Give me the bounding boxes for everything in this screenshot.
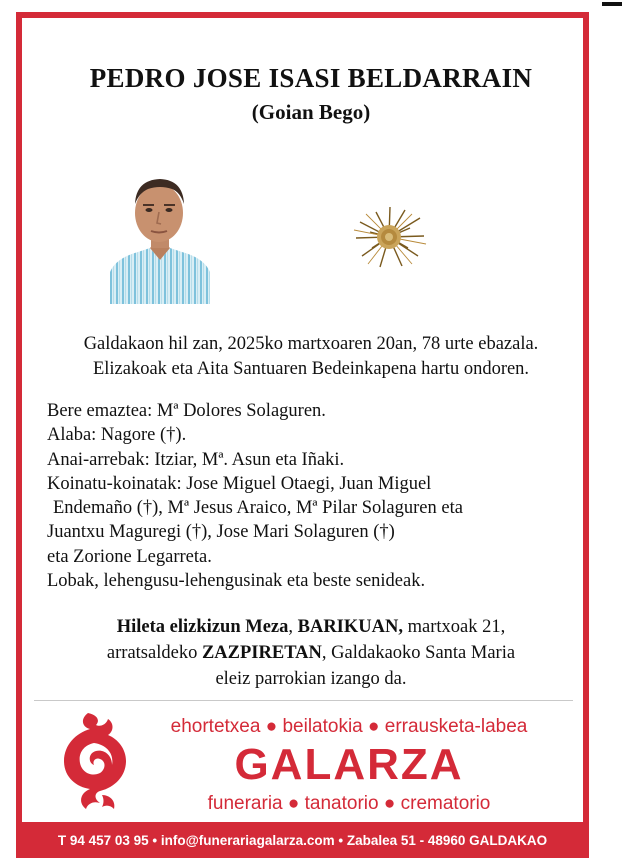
funeral-time-prefix: arratsaldeko [106, 643, 202, 663]
galarza-logo-icon [58, 709, 132, 813]
funeral-line-3: eleiz parrokian izango da. [215, 669, 407, 689]
funeral-line-2 [22, 640, 600, 666]
death-line-2: Elizakoak eta Aita Santuaren Bedeinkapena hartu ondoren. [92, 359, 530, 379]
funeral-mass-label: Hileta elizkizun Meza [116, 617, 289, 637]
contact-footer [16, 822, 589, 858]
funeral-separator: , [288, 617, 298, 637]
relatives-line: Bere emaztea: Mª Dolores Solaguren. [47, 401, 326, 421]
death-info [22, 332, 600, 382]
relatives-line: Koinatu-koinatak: Jose Miguel Otaegi, Juan Miguel [47, 473, 432, 494]
death-line-1: Galdakaon hil zan, 2025ko martxoaren 20an, 78 urte ebazala. [83, 334, 539, 354]
relatives-line: Lobak, lehengusu-lehengusinak eta beste senideak. [47, 571, 426, 592]
relatives-line: Juantxu Maguregi (†), Jose Mari Solaguren (†) [47, 522, 395, 543]
funeral-time: ZAZPIRETAN [201, 643, 322, 663]
portrait-photo [110, 168, 210, 304]
nickname: (Goian Bego) [251, 100, 371, 124]
thistle-flower-icon [350, 204, 428, 270]
funeral-date: martxoak 21, [402, 617, 506, 637]
relatives-line: Alaba: Nagore (†). [47, 425, 187, 446]
funeral-info [22, 614, 600, 692]
relatives-list [47, 399, 463, 593]
relatives-line: eta Zorione Legarreta. [47, 546, 212, 567]
divider [34, 700, 573, 701]
corner-mark [602, 2, 622, 6]
funeral-place: , Galdakaoko Santa Maria [321, 643, 516, 663]
relatives-line: Endemaño (†), Mª Jesus Araico, Mª Pilar Solaguren eta [53, 498, 463, 519]
tagline-basque: ehortetxea ● beilatokia ● errausketa-labea [170, 716, 528, 737]
deceased-name: PEDRO JOSE ISASI BELDARRAIN [89, 63, 533, 93]
tagline-spanish: funeraria ● tanatorio ● crematorio [207, 793, 491, 814]
relatives-line: Anai-arrebak: Itziar, Mª. Asun eta Iñaki. [47, 449, 345, 470]
funeral-line-1 [22, 614, 600, 640]
funeral-day: BARIKUAN, [297, 617, 403, 637]
brand-name: GALARZA [234, 740, 464, 789]
contact-text: T 94 457 03 95 • info@funerariagalarza.com • Zabalea 51 - 48960 GALDAKAO [57, 832, 548, 848]
